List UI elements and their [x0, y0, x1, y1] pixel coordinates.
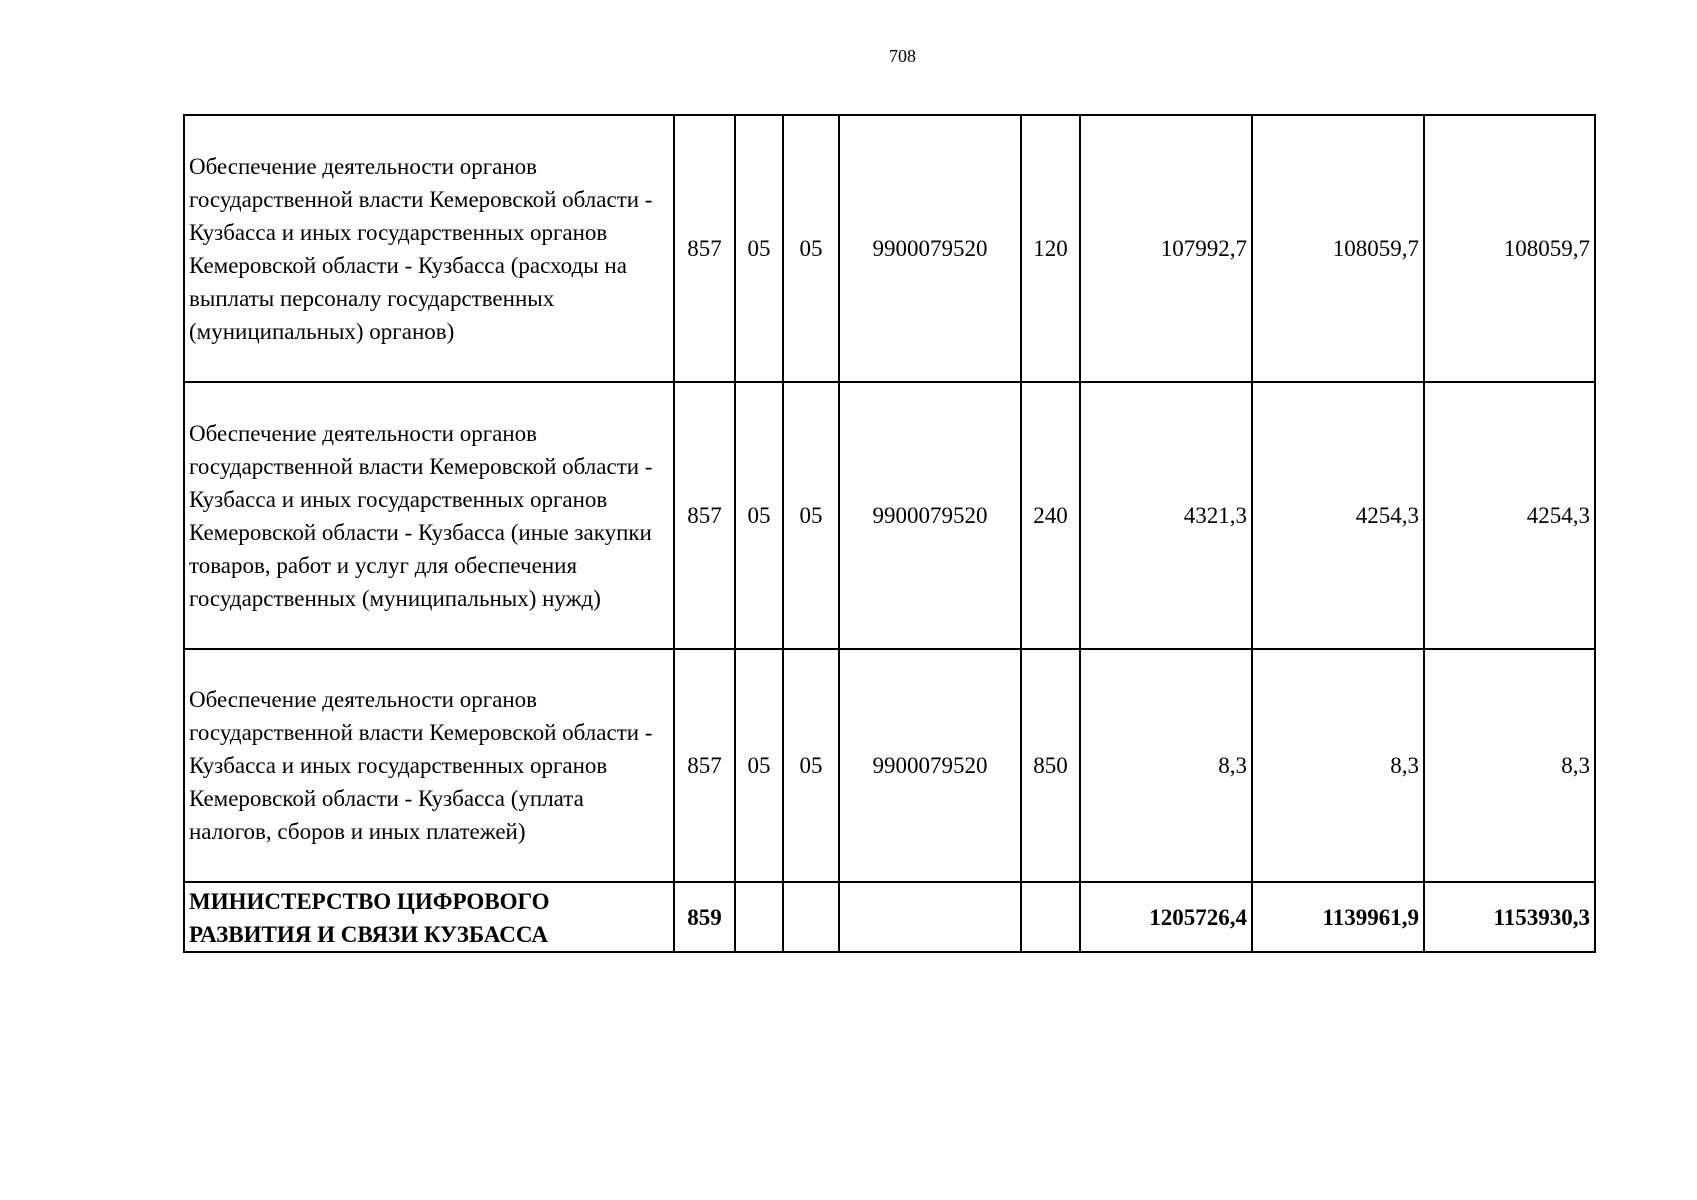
amount-year3-cell: 4254,3	[1424, 382, 1595, 649]
ministry-code-cell: 857	[674, 115, 735, 382]
expense-name-cell: Обеспечение деятельности органов государственной власти Кемеровской области - Кузбасса и иных государственных органов Кемеровской области - Кузбасса (расходы на выплаты персоналу государственных (муниципальных) органов)	[184, 115, 674, 382]
section-code-cell	[735, 882, 783, 952]
subsection-code-cell	[783, 882, 839, 952]
page-number: 708	[889, 46, 916, 66]
table-row	[184, 649, 1595, 882]
expense-type-cell: 850	[1021, 649, 1080, 882]
ministry-code-cell: 857	[674, 649, 735, 882]
amount-year1-cell: 4321,3	[1080, 382, 1252, 649]
subsection-code-cell: 05	[783, 649, 839, 882]
amount-year2-cell: 4254,3	[1252, 382, 1424, 649]
budget-table	[183, 114, 1596, 953]
amount-year2-cell: 1139961,9	[1252, 882, 1424, 952]
target-article-cell: 9900079520	[839, 382, 1021, 649]
target-article-cell: 9900079520	[839, 649, 1021, 882]
amount-year1-cell: 1205726,4	[1080, 882, 1252, 952]
expense-type-cell	[1021, 882, 1080, 952]
expense-type-cell: 240	[1021, 382, 1080, 649]
amount-year1-cell: 107992,7	[1080, 115, 1252, 382]
table-row-total	[184, 882, 1595, 952]
ministry-code-cell: 857	[674, 382, 735, 649]
ministry-name-cell: МИНИСТЕРСТВО ЦИФРОВОГО РАЗВИТИЯ И СВЯЗИ КУЗБАССА	[184, 882, 674, 952]
table-row	[184, 382, 1595, 649]
section-code-cell: 05	[735, 649, 783, 882]
expense-name-cell: Обеспечение деятельности органов государственной власти Кемеровской области - Кузбасса и иных государственных органов Кемеровской области - Кузбасса (уплата налогов, сборов и иных платежей)	[184, 649, 674, 882]
expense-name-cell: Обеспечение деятельности органов государственной власти Кемеровской области - Кузбасса и иных государственных органов Кемеровской области - Кузбасса (иные закупки товаров, работ и услуг для обеспечения государственных (муниципальных) нужд)	[184, 382, 674, 649]
amount-year3-cell: 108059,7	[1424, 115, 1595, 382]
ministry-code-cell: 859	[674, 882, 735, 952]
amount-year2-cell: 8,3	[1252, 649, 1424, 882]
amount-year3-cell: 1153930,3	[1424, 882, 1595, 952]
section-code-cell: 05	[735, 115, 783, 382]
section-code-cell: 05	[735, 382, 783, 649]
subsection-code-cell: 05	[783, 382, 839, 649]
target-article-cell: 9900079520	[839, 115, 1021, 382]
target-article-cell	[839, 882, 1021, 952]
amount-year3-cell: 8,3	[1424, 649, 1595, 882]
expense-type-cell: 120	[1021, 115, 1080, 382]
subsection-code-cell: 05	[783, 115, 839, 382]
amount-year1-cell: 8,3	[1080, 649, 1252, 882]
amount-year2-cell: 108059,7	[1252, 115, 1424, 382]
table-row	[184, 115, 1595, 382]
